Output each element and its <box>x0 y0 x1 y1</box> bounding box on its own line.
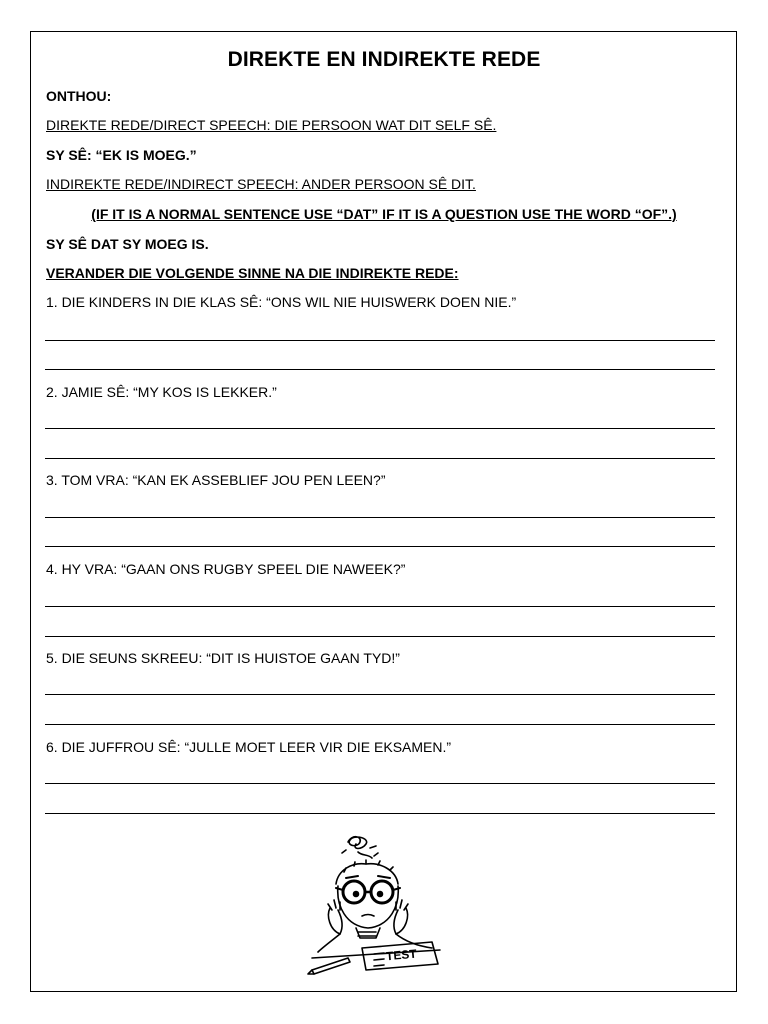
answer-line-1b[interactable] <box>45 369 715 370</box>
direct-speech-definition: DIREKTE REDE/DIRECT SPEECH: DIE PERSOON WAT DIT SELF SÊ. <box>46 117 497 133</box>
answer-line-5a[interactable] <box>45 694 715 695</box>
exercise-instruction: VERANDER DIE VOLGENDE SINNE NA DIE INDIREKTE REDE: <box>46 265 459 281</box>
question-1: 1. DIE KINDERS IN DIE KLAS SÊ: “ONS WIL NIE HUISWERK DOEN NIE.” <box>46 294 517 310</box>
question-6: 6. DIE JUFFROU SÊ: “JULLE MOET LEER VIR DIE EKSAMEN.” <box>46 739 452 755</box>
reminder-heading: ONTHOU: <box>46 88 112 104</box>
answer-line-6b[interactable] <box>45 813 715 814</box>
question-5: 5. DIE SEUNS SKREEU: “DIT IS HUISTOE GAAN TYD!” <box>46 650 400 666</box>
answer-line-4a[interactable] <box>45 606 715 607</box>
indirect-speech-definition: INDIREKTE REDE/INDIRECT SPEECH: ANDER PERSOON SÊ DIT. <box>46 176 476 192</box>
test-paper-label: TEST <box>385 946 418 964</box>
question-2: 2. JAMIE SÊ: “MY KOS IS LEKKER.” <box>46 384 277 400</box>
answer-line-3a[interactable] <box>45 517 715 518</box>
student-with-test-icon <box>300 830 450 980</box>
question-3: 3. TOM VRA: “KAN EK ASSEBLIEF JOU PEN LEEN?” <box>46 472 386 488</box>
indirect-speech-example: SY SÊ DAT SY MOEG IS. <box>46 236 209 252</box>
answer-line-6a[interactable] <box>45 783 715 784</box>
answer-line-2a[interactable] <box>45 428 715 429</box>
answer-line-2b[interactable] <box>45 458 715 459</box>
answer-line-4b[interactable] <box>45 636 715 637</box>
question-4: 4. HY VRA: “GAAN ONS RUGBY SPEEL DIE NAWEEK?” <box>46 561 406 577</box>
answer-line-3b[interactable] <box>45 546 715 547</box>
direct-speech-example: SY SÊ: “EK IS MOEG.” <box>46 147 197 163</box>
answer-line-5b[interactable] <box>45 724 715 725</box>
answer-line-1a[interactable] <box>45 340 715 341</box>
page-title: DIREKTE EN INDIREKTE REDE <box>227 48 541 71</box>
rule-note: (IF IT IS A NORMAL SENTENCE USE “DAT” IF IT IS A QUESTION USE THE WORD “OF”.) <box>91 206 677 222</box>
